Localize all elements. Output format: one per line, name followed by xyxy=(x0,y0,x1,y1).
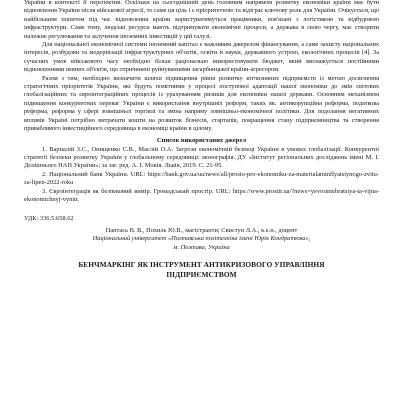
reference-item-1: 1. Варналій З.С., Онищенко С.В., Маслій О.А. Загрози економічній безпеці України в умовах глобалізації. Конкурентні стратегії безпеки розвитку України у глобальному середовищі: монографія. ДУ «Інститут регіональних досліджень імені М. І. Долішнього НАН України»; за заг. ред. А. І. Мокія. Львів, 2019. С. 21-95. xyxy=(24,145,379,170)
affiliation-line-1: Національний університет «Полтавська політехніка імені Юрія Кондратюка», xyxy=(92,235,311,243)
body-paragraph-1: України в контексті її перспектив. Оскільки на сьогоднішній день головним напрямом розвитку економіки країни має бути відновлення України після військової агресії, то саме ця ціль і є пріоритетною та відіграє ключову роль для України. Очікується, що найбільшим попитом під час відновлення країни користуватимуться працівники, пов'язані з логістикою та відбудовою інфраструктури. Саме тому, людські ресурси мають підтримувати економічні процеси, а держава в свою чергу, має створити належне регулювання та залучення іноземних інвестицій у цій галузі. xyxy=(24,0,379,40)
reference-item-2: 2. Національний банк України. URL: https://bank.gov.ua/ua/news/all/prosto-pro-ekonomiku-za-materialaminflyatsiynogo-zvitu-za-lipen-2022-roku xyxy=(24,170,379,187)
authors-line: Пантась В. В., Похиль Ю.В., магістранти; Свистун Л.А., к.е.н., доцент xyxy=(105,226,298,234)
article-title xyxy=(24,260,379,279)
references-heading: Список використаних джерел xyxy=(156,136,247,144)
body-paragraph-2: Для національної економічної системи іноземний капітал є важливим джерелом фінансування, а саме захисту національних інтересів, розбудови та модернізації інфраструктурних об'єктів, освіти й науки, державного устрою, екологічних процесів [4]. За сучасних умов військового часу необхідно більш раціонально використовувати бюджет, який виснажується постійними відновленнями певних об'єктів, що спричинені руйнуваннями загарбницької країни-агресором. xyxy=(24,41,379,74)
body-paragraph-3: Разом з тим, необхідно визначити шляхи підвищення рівня розвитку вітчизняних підприємств із метою досягнення стратегічних пріоритетів України, які будуть помітними у процесі поступової адаптації нашої економіки до змін світових глобалізаційних та євроінтеграційних процесів із урахуванням ризиків для економіки нашої держави. Основним механізмом підвищення конкурентних переваг України є використання внутрішніх реформ, таких як: антикорупційна реформа, податкова реформа, реформа у сфері зовнішньої торгівлі та зміна напряму зовнішньо-економічної політики. Для подолання негативних впливів Україні потрібно витрачати кошти на розвиток бізнесів, стартапів, покращення стану підприємництва та створення привабливого інвестиційного середовища в економіці країни в цілому. xyxy=(24,74,379,133)
affiliation-line-2: м. Полтава, Україна xyxy=(173,243,230,251)
udc-code: УДК: 336.5:658.62 xyxy=(24,215,74,223)
article-title-line-2: ПІДПРИЄМСТВОМ xyxy=(166,269,237,279)
article-title-line-1: БЕНЧМАРКІНГ ЯК ІНСТРУМЕНТ АНТИКРИЗОВОГО УПРАВЛІННЯ xyxy=(78,259,325,269)
references-list xyxy=(24,146,379,205)
reference-item-3: 3. Євроінтеграція як безпековий вимір. Громадський простір. URL: https://www.prostir.ua/?news=yevrointehratsiya-ta-vijna-ekonomichnyj-vymir. xyxy=(24,187,379,203)
